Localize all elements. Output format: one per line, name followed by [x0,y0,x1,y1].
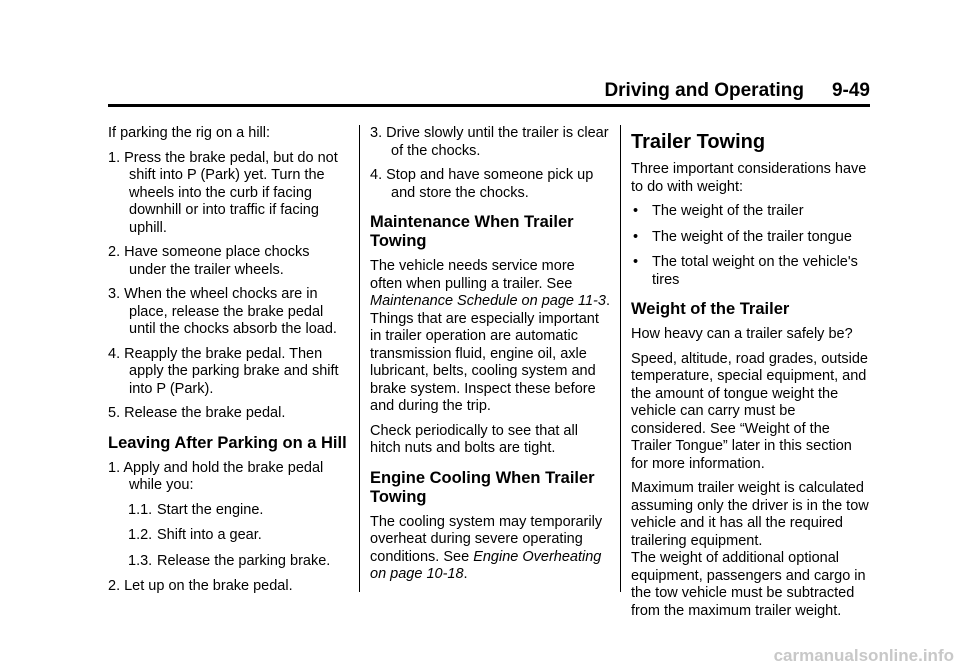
bullet-item: • The total weight on the vehicle's tires [633,254,858,288]
engine-overheating-link[interactable]: Engine Overheating on page 10-18 [370,548,602,582]
bullet-icon: • [633,254,639,270]
list-item: 1. Apply and hold the brake pedal while you: [108,459,324,493]
list-item: 3. When the wheel chocks are in place, release the brake pedal until the chocks absorb the load. [108,286,337,337]
bullet-item: • The weight of the trailer [633,203,804,219]
sub-list-item: 1.3. Release the parking brake. [128,552,331,569]
column-1 [108,125,348,603]
hill-intro: If parking the rig on a hill: [108,125,271,141]
list-item: 4. Reapply the brake pedal. Then apply the parking brake and shift into P (Park). [108,345,339,397]
list-item: 1. Press the brake pedal, but do not shift into P (Park) yet. Turn the wheels into the curb if facing downhill or into traffic if facing uphill. [108,149,338,236]
maintenance-paragraph: The vehicle needs service more often when pulling a trailer. See Maintenance Schedule on page 11-3. Things that are especially important in trailer operation are automatic transmission fluid, engine oil, axle lubricant, belts, cooling system and brake system. Inspect these before and during the trip. [370,258,610,414]
header-rule [108,104,870,107]
heading-maintenance: Maintenance When Trailer Towing [370,213,574,250]
column-divider [359,125,360,592]
list-item: 5. Release the brake pedal. [108,405,286,421]
watermark: carmanualsonline.info [773,646,954,665]
bullet-icon: • [633,228,639,245]
sub-list-item: 1.1. Start the engine. [128,501,264,518]
weight-paragraph: The weight of additional optional equipment, passengers and cargo in the tow vehicle must be subtracted from the maximum trailer weight. [631,550,866,619]
page-header [108,80,870,106]
heading-leaving-after-parking: Leaving After Parking on a Hill [108,433,347,452]
list-item: 3. Drive slowly until the trailer is clear of the chocks. [370,125,609,159]
heading-weight-of-trailer: Weight of the Trailer [631,300,790,318]
check-paragraph: Check periodically to see that all hitch nuts and bolts are tight. [370,422,578,456]
weight-paragraph: Speed, altitude, road grades, outside temperature, special equipment, and the amount of tongue weight the vehicle can carry must be considered. See “Weight of the Trailer Tongue” later in this section for more information. [631,350,868,472]
heading-trailer-towing: Trailer Towing [631,131,766,153]
list-item: 4. Stop and have someone pick up and store the chocks. [370,167,594,201]
page-number: 9-49 [831,80,870,101]
column-3 [631,125,871,627]
column-2 [370,125,610,591]
weight-paragraph: Maximum trailer weight is calculated assuming only the driver is in the tow vehicle and it has all the required trailering equipment. [631,480,869,549]
heading-engine-cooling: Engine Cooling When Trailer Towing [370,468,595,506]
cooling-paragraph: The cooling system may temporarily overheat during severe operating conditions. See Engine Overheating on page 10-18. [370,513,603,582]
sub-list-item: 1.2. Shift into a gear. [128,527,262,543]
column-divider [620,125,621,592]
towing-intro: Three important considerations have to do with weight: [631,161,867,195]
weight-question: How heavy can a trailer safely be? [631,326,853,342]
list-item: 2. Have someone place chocks under the trailer wheels. [108,244,310,278]
maintenance-schedule-link[interactable]: Maintenance Schedule on page 11-3 [370,293,606,309]
list-item: 2. Let up on the brake pedal. [108,578,293,594]
bullet-icon: • [633,203,639,219]
bullet-item: • The weight of the trailer tongue [633,228,852,245]
section-title: Driving and Operating [604,80,804,101]
header-text [604,80,870,102]
